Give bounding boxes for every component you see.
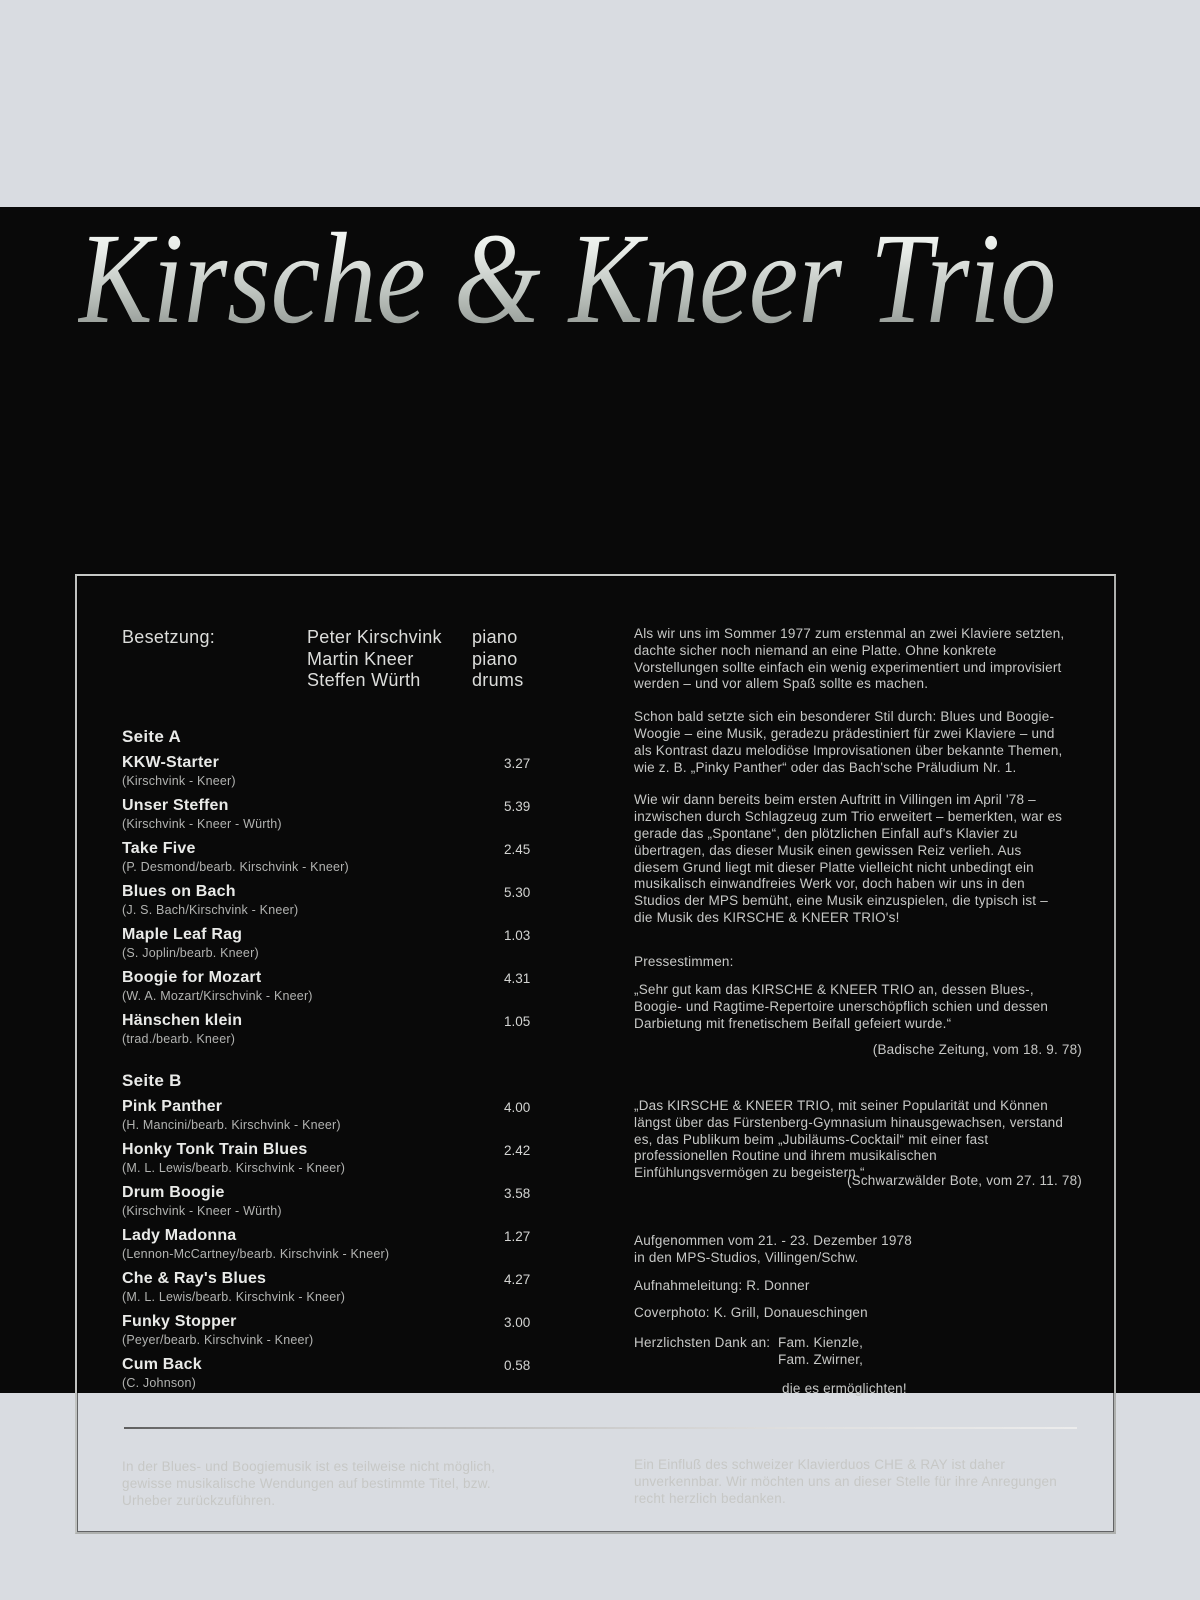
track-credit: (Peyer/bearb. Kirschvink - Kneer) [122,1333,314,1347]
track-row [122,968,584,1011]
thanks-row [634,1335,1074,1369]
track-title: Pink Panther [122,1098,223,1115]
track-time: 5.30 [504,885,531,900]
track-time: 4.00 [504,1100,531,1115]
thanks-label: Herzlichsten Dank an: [634,1335,771,1351]
credits-section [634,1233,1074,1398]
person-name: Martin Kneer [307,648,414,669]
track-time: 3.58 [504,1186,531,1201]
person-name: Steffen Würth [307,670,421,690]
track-credit: (C. Johnson) [122,1376,196,1390]
track-title: Hänschen klein [122,1012,243,1029]
side-a-tracklist [122,753,584,1054]
track-title: Funky Stopper [122,1313,237,1330]
intro-paragraph: Als wir uns im Sommer 1977 zum erstenmal an zwei Klaviere setzten, dachte sicher noch niemand an eine Platte. Ohne konkrete Vorstellungen sollte einfach ein wenig experimentiert und improvisiert werden – und vor allem Spaß sollte es machen. [634,626,1065,692]
engineering-credit: Aufnahmeleitung: R. Donner [634,1277,810,1293]
black-panel [0,207,1200,1508]
person-instrument: piano [472,627,518,647]
thanks-closing: die es ermöglichten! [782,1380,907,1396]
thanks-name: Fam. Zwirner, [778,1351,864,1367]
track-title: KKW-Starter [122,754,219,771]
person-name: Peter Kirschvink [307,627,442,647]
press-label: Pressestimmen: [634,954,734,969]
track-time: 1.03 [504,928,531,943]
track-credit: (P. Desmond/bearb. Kirschvink - Kneer) [122,860,349,874]
track-title: Che & Ray's Blues [122,1270,267,1287]
track-time: 3.27 [504,756,531,771]
personnel-row [307,627,584,649]
track-credit: (Kirschvink - Kneer - Würth) [122,1204,282,1218]
track-row [122,839,584,882]
press-quote-source: (Schwarzwälder Bote, vom 27. 11. 78) [846,1173,1082,1188]
track-title: Lady Madonna [122,1227,237,1244]
track-time: 3.00 [504,1315,531,1330]
track-row [122,796,584,839]
left-column [122,576,584,1398]
track-row [122,1140,584,1183]
track-row [122,1312,584,1355]
track-credit: (W. A. Mozart/Kirschvink - Kneer) [122,989,313,1003]
track-title: Blues on Bach [122,883,236,900]
track-time: 1.27 [504,1229,531,1244]
track-row [122,882,584,925]
track-row [122,1226,584,1269]
separator-line [124,1427,1077,1429]
track-time: 2.45 [504,842,531,857]
liner-notes-box [75,574,1116,1534]
track-title: Take Five [122,840,196,857]
track-row [122,1097,584,1140]
track-credit: (H. Mancini/bearb. Kirschvink - Kneer) [122,1118,341,1132]
press-quote-source: (Badische Zeitung, vom 18. 9. 78) [872,1042,1082,1057]
press-quote: „Sehr gut kam das KIRSCHE & KNEER TRIO an, dessen Blues-, Boogie- und Ragtime-Repertoire unerschöpflich schien und dessen Darbietung mit frenetischem Beifall gefeiert wurde.“ [634,982,1049,1031]
track-title: Maple Leaf Rag [122,926,243,943]
track-row [122,1355,584,1398]
track-time: 2.42 [504,1143,531,1158]
intro-notes [634,626,1070,943]
track-credit: (S. Joplin/bearb. Kneer) [122,946,259,960]
track-title: Cum Back [122,1356,202,1373]
track-credit: (M. L. Lewis/bearb. Kirschvink - Kneer) [122,1290,346,1304]
track-row [122,925,584,968]
intro-paragraph: Schon bald setzte sich ein besonderer Stil durch: Blues und Boogie-Woogie – eine Musik, geradezu prädestiniert für zwei Klaviere – und als Kontrast dazu melodiöse Improvisationen über bekannte Themen, wie z. B. „Pinky Panther“ oder das Bach'sche Präludium Nr. 1. [634,709,1063,775]
coverphoto-credit: Coverphoto: K. Grill, Donaueschingen [634,1305,868,1321]
track-time: 0.58 [504,1358,531,1373]
track-title: Honky Tonk Train Blues [122,1141,308,1158]
track-title: Boogie for Mozart [122,969,262,986]
track-credit: (Kirschvink - Kneer - Würth) [122,817,282,831]
person-instrument: drums [472,670,524,690]
track-credit: (J. S. Bach/Kirschvink - Kneer) [122,903,299,917]
track-credit: (M. L. Lewis/bearb. Kirschvink - Kneer) [122,1161,346,1175]
track-credit: (Kirschvink - Kneer) [122,774,236,788]
track-credit: (Lennon-McCartney/bearb. Kirschvink - Kneer) [122,1247,390,1261]
press-quote: „Das KIRSCHE & KNEER TRIO, mit seiner Popularität und Können längst über das Fürstenberg-Gymnasium hinausgewachsen, verstand es, das Publikum beim „Jubiläums-Cocktail“ mit einer fast professionellen Routine und ihrem musikalischen Einfühlungsvermögen zu begeistern.“ [634,1098,1064,1181]
footnote-left: In der Blues- und Boogiemusik ist es teilweise nicht möglich, gewisse musikalische Wendungen auf bestimmte Titel, bzw. Urheber zurückzuführen. [122,1459,496,1508]
track-row [122,1011,584,1054]
track-row [122,753,584,796]
personnel-list [307,627,584,692]
track-credit: (trad./bearb. Kneer) [122,1032,236,1046]
personnel-row [307,670,584,692]
side-a-heading: Seite A [122,727,182,746]
personnel-label: Besetzung: [122,627,216,647]
track-title: Unser Steffen [122,797,229,814]
album-title: Kirsche & Kneer Trio [78,207,1057,351]
side-b-tracklist [122,1097,584,1398]
person-instrument: piano [472,648,518,669]
footnote-right: Ein Einfluß des schweizer Klavierduos CHE & RAY ist daher unverkennbar. Wir möchten uns an dieser Stelle für ihre Anregungen recht herzlich bedanken. [634,1457,1057,1506]
track-row [122,1269,584,1312]
track-time: 5.39 [504,799,531,814]
track-time: 1.05 [504,1014,531,1029]
track-row [122,1183,584,1226]
personnel-section [122,627,584,692]
recorded-line: in den MPS-Studios, Villingen/Schw. [634,1249,859,1265]
track-time: 4.27 [504,1272,531,1287]
thanks-name: Fam. Kienzle, [778,1335,864,1351]
intro-paragraph: Wie wir dann bereits beim ersten Auftritt in Villingen im April '78 – inzwischen durch Schlagzeug zum Trio erweitert – bemerkten, war es gerade das „Spontane“, den plötzlichen Einfall auf's Klavier zu übertragen, das dieser Musik einen gewissen Reiz verlieh. Aus diesem Grund liegt mit dieser Platte vielleicht nicht unbedingt ein musikalisch einwandfreies Werk vor, doch haben wir uns in den Studios der MPS bemüht, eine Musik einzuspielen, die typisch ist – die Musik des KIRSCHE & KNEER TRIO's! [634,792,1063,925]
side-b-heading: Seite B [122,1071,182,1090]
track-time: 4.31 [504,971,531,986]
track-title: Drum Boogie [122,1184,225,1201]
personnel-row [307,649,584,671]
recorded-line: Aufgenommen vom 21. - 23. Dezember 1978 [634,1233,912,1248]
